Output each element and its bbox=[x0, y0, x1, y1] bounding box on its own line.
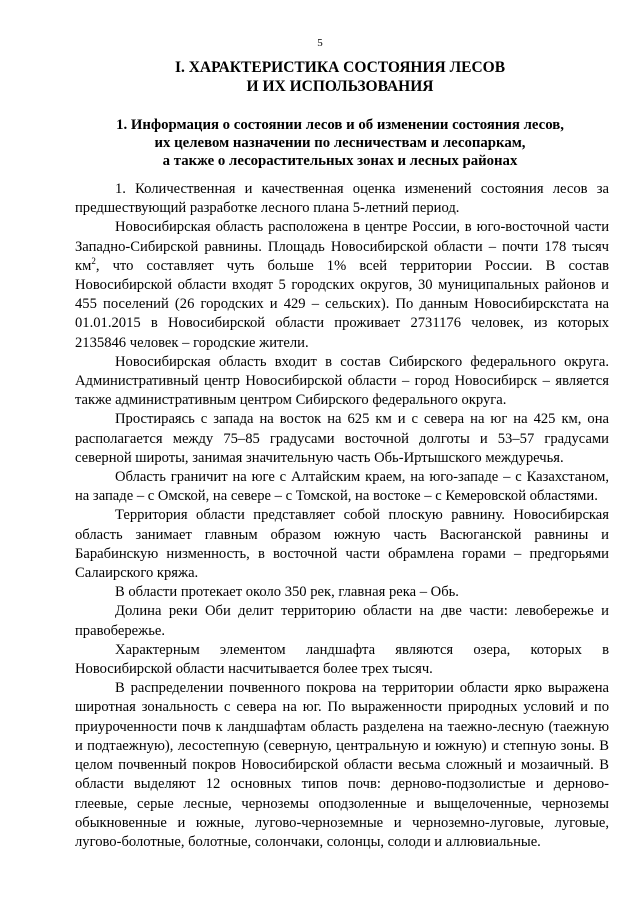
paragraph-extent: Простираясь с запада на восток на 625 км и с севера на юг на 425 км, она располагается между 75–85 градусами восточной долготы и 53–57 градусами северной широты, занимая значительную часть Обь-Иртышского междуречья. bbox=[75, 411, 609, 466]
paragraph-forest-assessment: 1. Количественная и качественная оценка изменений состояния лесов за предшествующий разработке лесного плана 5-летний период. bbox=[75, 181, 609, 217]
paragraph-soils: В распределении почвенного покрова на территории области ярко выражена широтная зональность с севера на юг. По выраженности природных условий и по приуроченности почв к ландшафтам область разделена на таежно-лесную (таежную и подтаежную), лесостепную (северную, центральную и южную) и степную зоны. В целом почвенный покров Новосибирской области весьма сложный и мозаичный. В области выделяют 12 основных типов почв: дерново-подзолистые и дерново-глеевые, серые лесные, черноземы оподзоленные и выщелоченные, черноземы обыкновенные и южные, лугово-черноземные и черноземно-луговые, луговые, лугово-болотные, болотные, солончаки, солонцы, солоди и аллювиальные. bbox=[75, 680, 609, 850]
paragraph-location bbox=[75, 218, 609, 352]
paragraph-rivers: В области протекает около 350 рек, главная река – Обь. bbox=[115, 584, 459, 601]
section-title-line-2: И ИХ ИСПОЛЬЗОВАНИЯ bbox=[246, 78, 434, 95]
body-text bbox=[75, 180, 609, 852]
section-title-line-1: I. ХАРАКТЕРИСТИКА СОСТОЯНИЯ ЛЕСОВ bbox=[174, 59, 506, 76]
paragraph-lakes: Характерным элементом ландшафта являются озера, которых в Новосибирской области насчитывается более трех тысяч. bbox=[75, 641, 609, 678]
paragraph-location-text-2: , что составляет чуть больше 1% всей территории России. В состав Новосибирской области входят 5 городских округов, 30 муниципальных районов и 455 поселений (26 городских и 429 – сельских). По данным Новосибирскстата на 01.01.2015 в Новосибирской области проживает 2731176 человек, из которых 2135846 человек – городские жители. bbox=[75, 257, 609, 351]
paragraph-ob-valley: Долина реки Оби делит территорию области на две части: левобережье и правобережье. bbox=[75, 603, 609, 639]
paragraph-federal-district: Новосибирская область входит в состав Сибирского федерального округа. Административный центр Новосибирской области – город Новосибирск – является также административным центром Сибирского федерального округа. bbox=[75, 353, 609, 409]
subsection-title bbox=[70, 116, 610, 170]
paragraph-borders: Область граничит на юге с Алтайским краем, на юго-западе – с Казахстаном, на западе – с Омской, на севере – с Томской, на востоке – с Кемеровской областями. bbox=[75, 469, 609, 505]
section-title bbox=[70, 58, 610, 96]
paragraph-territory: Территория области представляет собой плоскую равнину. Новосибирская область занимает главным образом южную часть Васюганской равнины и Барабинскую низменность, в восточной части обрамлена горами – предгорьями Салаирского кряжа. bbox=[75, 507, 609, 582]
page-number: 5 bbox=[317, 37, 323, 49]
paragraph-location-text-1: Новосибирская область расположена в центре России, в юго-восточной части Западно-Сибирской равнины. Площадь Новосибирской области – почти 178 тысяч км bbox=[75, 219, 609, 274]
subsection-title-line-2: их целевом назначении по лесничествам и лесопаркам, bbox=[154, 135, 526, 151]
superscript-2: 2 bbox=[91, 255, 96, 266]
subsection-title-line-3: а также о лесорастительных зонах и лесных районах bbox=[162, 153, 518, 169]
subsection-title-line-1: 1. Информация о состоянии лесов и об изменении состояния лесов, bbox=[116, 117, 564, 133]
